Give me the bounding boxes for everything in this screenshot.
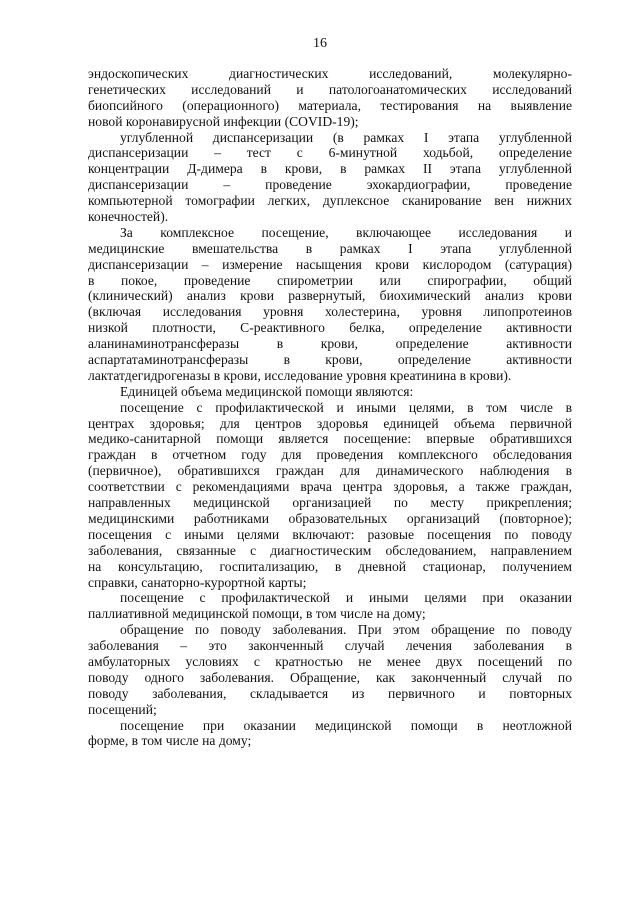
text-line: (клинический) анализ крови развернутый, биохимический анализ крови [88, 288, 572, 304]
text-line: паллиативной медицинской помощи, в том числе на дому; [88, 606, 426, 622]
document-body [88, 66, 572, 749]
text-line: посещение при оказании медицинской помощи в неотложной [120, 717, 572, 733]
text-line: новой коронавирусной инфекции (COVID-19); [88, 113, 359, 129]
text-line: соответствии с рекомендациями врача центра здоровья, а также граждан, [88, 479, 572, 495]
text-line: медико-санитарной помощи является посещение: впервые обратившихся [88, 431, 572, 447]
text-line: Единицей объема медицинской помощи являются: [120, 383, 414, 399]
text-line: За комплексное посещение, включающее исследования и [120, 224, 572, 240]
text-line: конечностей). [88, 209, 169, 225]
text-line: концентрации Д-димера в крови, в рамках II этапа углубленной [88, 161, 572, 177]
text-line: амбулаторных условиях с кратностью не менее двух посещений по [88, 653, 572, 669]
text-line: аспартатаминотрансферазы в крови, определение активности [88, 352, 572, 368]
text-line: аланинаминотрансферазы в крови, определение активности [88, 336, 572, 352]
text-line: справки, санаторно-курортной карты; [88, 574, 307, 590]
text-line: биопсийного (операционного) материала, тестирования на выявление [88, 97, 572, 113]
text-line: (включая исследования уровня холестерина, уровня липопротеинов [88, 304, 572, 320]
text-line: (первичное), обратившихся граждан для динамического наблюдения в [88, 463, 572, 479]
text-line: посещение с профилактической и иными целями, в том числе в [120, 399, 572, 415]
text-line: центрах здоровья; для центров здоровья единицей объема первичной [88, 415, 572, 431]
text-line: компьютерной томографии легких, дуплексное сканирование вен нижних [88, 193, 572, 209]
text-line: диспансеризации – тест с 6-минутной ходьбой, определение [88, 145, 572, 161]
text-line: обращение по поводу заболевания. При этом обращение по поводу [120, 622, 572, 638]
text-line: поводу заболевания, складывается из первичного и повторных [88, 685, 572, 701]
text-line: посещения с иными целями включают: разовые посещения по поводу [88, 526, 572, 542]
text-line: лактатдегидрогеназы в крови, исследование уровня креатинина в крови). [88, 367, 512, 383]
text-line: эндоскопических диагностических исследований, молекулярно- [88, 66, 572, 81]
text-line: низкой плотности, С-реактивного белка, определение активности [88, 320, 572, 336]
text-line: посещений; [88, 701, 157, 717]
text-line: генетических исследований и патологоанатомических исследований [88, 81, 572, 97]
text-line: граждан в отчетном году для проведения комплексного обследования [88, 447, 572, 463]
text-line: на консультацию, госпитализацию, в дневной стационар, получением [88, 558, 572, 574]
text-line: медицинские вмешательства в рамках I этапа углубленной [88, 240, 572, 256]
text-line: в покое, проведение спирометрии или спирографии, общий [88, 272, 572, 288]
text-line: форме, в том числе на дому; [88, 733, 252, 749]
page-number: 16 [313, 36, 327, 51]
text-line: заболевания – это законченный случай лечения заболевания в [88, 638, 572, 654]
text-line: диспансеризации – проведение эхокардиографии, проведение [88, 177, 572, 193]
text-line: поводу одного заболевания. Обращение, как законченный случай по [88, 669, 572, 685]
text-line: углубленной диспансеризации (в рамках I этапа углубленной [120, 129, 572, 145]
text-line: заболевания, связанные с диагностическим обследованием, направлением [88, 542, 572, 558]
text-line: посещение с профилактической и иными целями при оказании [120, 590, 572, 606]
text-line: направленных медицинской организацией по месту прикрепления; [88, 495, 572, 511]
text-line: медицинскими работниками образовательных организаций (повторное); [88, 510, 572, 526]
text-line: диспансеризации – измерение насыщения крови кислородом (сатурация) [88, 256, 572, 272]
